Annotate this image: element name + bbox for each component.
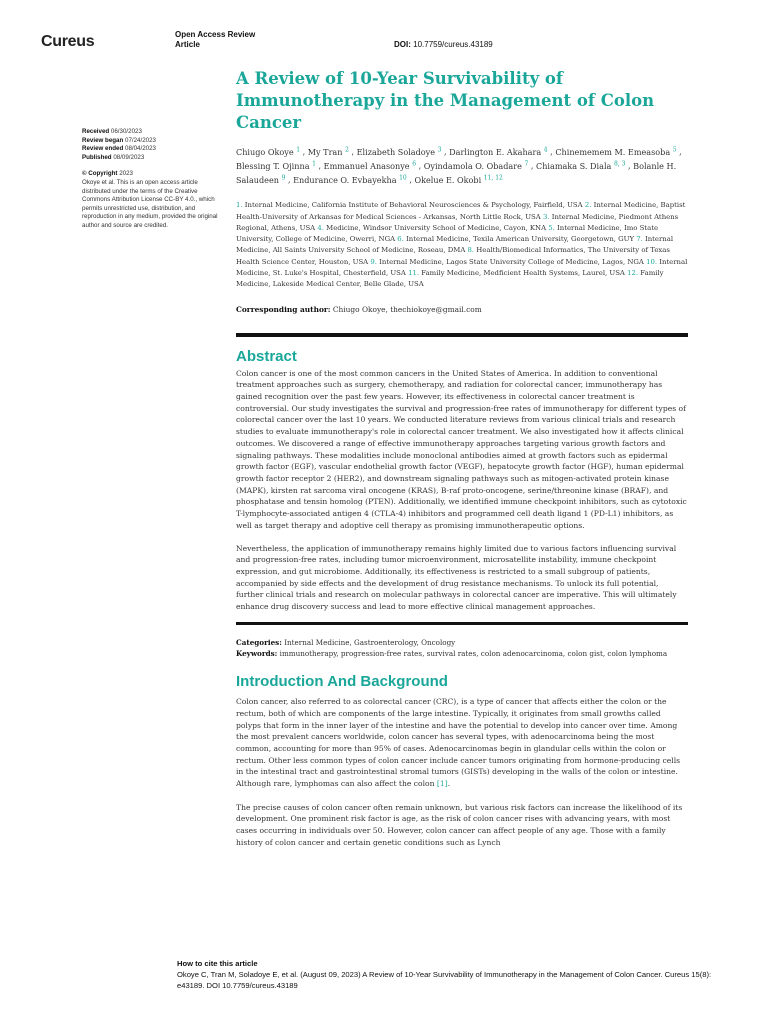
- author-name: Endurance O. Evbayekha: [293, 174, 397, 185]
- author: [236, 161, 316, 171]
- author: [293, 175, 407, 185]
- affiliation: [236, 201, 583, 209]
- affiliation-number: 3.: [542, 212, 550, 221]
- categories-row: [236, 637, 688, 648]
- author: [536, 161, 625, 171]
- author-name: Emmanuel Anasonye: [323, 160, 410, 171]
- license-text: Okoye et al. This is an open access article distributed under the terms of the Creative Commons Attribution License CC-BY 4.0., which permits unrestricted use, distribution, and reproduction in any medium, provided the original author and source are credited.: [82, 178, 218, 229]
- article-title: A Review of 10-Year Survivability of Immunotherapy in the Management of Colon Cancer: [236, 69, 655, 132]
- sidebar: [82, 128, 222, 231]
- affiliation: [317, 224, 546, 232]
- date-row: [82, 128, 222, 137]
- article-type-line2: Article: [175, 40, 200, 49]
- affiliation-text: Internal Medicine, St. Luke's Hospital, Chesterfield, USA: [236, 257, 688, 278]
- doi-label: DOI:: [394, 40, 411, 49]
- author-affiliation-ref[interactable]: 1: [296, 146, 301, 153]
- copyright-block: [82, 170, 222, 230]
- author-name: Chiamaka S. Diala: [536, 160, 612, 171]
- affiliation-number: 11.: [408, 269, 420, 278]
- date-row: [82, 145, 222, 154]
- corresponding-author: [236, 305, 688, 314]
- abstract-heading: Abstract: [236, 347, 297, 365]
- author: [424, 161, 529, 171]
- author-affiliation-ref[interactable]: 6: [412, 160, 417, 168]
- author-affiliation-ref[interactable]: 4: [543, 146, 548, 153]
- affiliation-number: 7.: [636, 235, 643, 244]
- author-name: My Tran: [307, 146, 343, 157]
- date-value: 08/04/2023: [125, 145, 156, 153]
- affiliation-text: Internal Medicine, Imo State University, College of Medicine, Owerri, NGA: [236, 223, 659, 244]
- affiliation-list: [236, 200, 688, 290]
- affiliation-text: Internal Medicine, Baptist Health-University of Arkansas for Medical Sciences - Arkansas, North Little Rock, USA: [236, 201, 686, 221]
- introduction-heading: Introduction And Background: [236, 673, 448, 691]
- article-type-line1: Open Access Review: [175, 30, 256, 39]
- keywords-label: Keywords:: [236, 648, 278, 658]
- affiliation-number: 1.: [236, 201, 243, 210]
- author-affiliation-ref[interactable]: 11, 12: [483, 174, 503, 182]
- affiliation-number: 9.: [370, 257, 377, 266]
- citation-link[interactable]: [1]: [436, 779, 448, 789]
- affiliation-number: 12.: [627, 269, 639, 278]
- author-name: Blessing T. Ojinna: [236, 160, 310, 171]
- corresponding-value: Chiugo Okoye, thechiokoye@gmail.com: [332, 304, 482, 314]
- date-row: [82, 137, 222, 146]
- author: [357, 147, 442, 157]
- author-affiliation-ref[interactable]: 5: [672, 146, 677, 153]
- author-affiliation-ref[interactable]: 1: [312, 160, 316, 168]
- author: [236, 147, 300, 157]
- date-label: Received: [82, 128, 110, 135]
- author-affiliation-ref[interactable]: 7: [524, 160, 529, 168]
- affiliation-text: Internal Medicine, California Institute of Behavioral Neurosciences & Psychology, Fairfield, USA: [244, 201, 583, 210]
- author-name: Elizabeth Soladoye: [356, 146, 436, 157]
- affiliation-number: 2.: [584, 201, 592, 210]
- date-label: Review began: [82, 136, 124, 144]
- copyright-year: 2023: [119, 170, 133, 178]
- journal-logo: Cureus: [41, 33, 95, 50]
- affiliation: [397, 235, 634, 243]
- affiliation-number: 6.: [397, 235, 404, 244]
- cite-heading: How to cite this article: [177, 959, 258, 968]
- author-name: Darlington E. Akahara: [449, 146, 542, 157]
- introduction-paragraph-2: The precise causes of colon cancer often remain unknown, but various risk factors can increase the likelihood of its development. One prominent risk factor is age, as the risk of colon cancer rises with advancing years, with most cases occurring in individuals over 50. However, colon cancer can affect people of any age. Those with a family history of colon cancer and certain genetic conditions such as Lynch: [236, 802, 683, 847]
- affiliation-text: Internal Medicine, All Saints University School of Medicine, Roseau, DMA: [236, 235, 674, 255]
- article-type: [175, 30, 255, 50]
- author-affiliation-ref[interactable]: 9: [281, 174, 286, 182]
- date-label: Review ended: [82, 145, 124, 153]
- abstract-paragraph-2: Nevertheless, the application of immunotherapy remains highly limited due to various factors influencing survival and progression-free rates, including tumor microenvironment, microsatellite instability, immune checkpoint expression, and gut microbiome. Additionally, its effectiveness is restricted to a small subgroup of patients, accompanied by side effects and the development of drug resistance mechanisms. To unlock its full potential, further clinical trials and research on molecular pathways in colorectal cancer are imperative. This will ultimately enhance drug discovery success and lead to more effective clinical management approaches.: [236, 543, 677, 612]
- doi: [394, 40, 493, 49]
- affiliation-number: 8.: [467, 246, 475, 255]
- author-affiliation-ref[interactable]: 10: [399, 174, 407, 182]
- affiliation-text: Internal Medicine, Piedmont Athens Regional, Athens, USA: [236, 212, 679, 232]
- author-name: Chinememem M. Emeasoba: [555, 146, 671, 157]
- author: [414, 175, 502, 185]
- date-value: 07/24/2023: [125, 136, 156, 144]
- abstract-bottom-rule: [236, 622, 688, 625]
- affiliation-number: 4.: [317, 223, 324, 232]
- keywords-row: [236, 648, 688, 659]
- introduction-paragraph-1: Colon cancer, also referred to as colorectal cancer (CRC), is a type of cancer that affects either the colon or the rectum, both of which are components of the large intestine. Typically, it originates from small growths called polyps that form in the inner layer of the intestine and have the potential to develop into cancer over time. Among the most prevalent cancers worldwide, colon cancer has several types, with adenocarcinoma being the most common, accounting for more than 95% of cases. Adenocarcinomas begin in glandular cells within the colon or rectum. Other less common types of colon cancer include cancer tumors originating from hormone-producing cells in the intestinal tract and gastrointestinal stromal tumors (GISTs) developing in the walls of the colon or intestine. Although rare, lymphomas can also affect the colon [1].: [236, 697, 681, 789]
- introduction-paragraph-1-text: Colon cancer, also referred to as colorectal cancer (CRC), is a type of cancer that affects either the colon or the rectum, both of which are components of the large intestine. Typically, it originates from small growths called polyps that form in the inner layer of the intestine and have the potential to develop into cancer over time. Among the most prevalent cancers worldwide, colon cancer has several types, with adenocarcinoma being the most common, accounting for more than 95% of cases. Adenocarcinomas begin in glandular cells within the colon or rectum. Other less common types of colon cancer include cancer tumors originating from hormone-producing cells in the intestinal tract and gastrointestinal stromal tumors (GISTs) developing in the walls of the colon or intestine. Although rare, lymphomas can also affect the colon: [236, 697, 681, 789]
- categories-label: Categories:: [236, 637, 282, 647]
- copyright-label: © Copyright: [82, 170, 118, 178]
- author-name: Bolanle H. Salaudeen: [236, 160, 677, 185]
- article-main: [236, 68, 688, 849]
- author: [449, 147, 547, 157]
- date-value: 06/30/2023: [110, 128, 142, 135]
- cite-text: Okoye C, Tran M, Soladoye E, et al. (August 09, 2023) A Review of 10-Year Survivability of Immunotherapy in the Management of Colon Cancer. Cureus 15(8): e43189. DOI 10.7759/cureus.43189: [177, 969, 712, 990]
- affiliation: [408, 269, 625, 277]
- author-affiliation-ref[interactable]: 3: [437, 146, 442, 153]
- publication-dates: [82, 128, 222, 162]
- affiliation-text: Family Medicine, Lakeside Medical Center, Belle Glade, USA: [236, 269, 664, 289]
- author-name: Okelue E. Okobi: [414, 174, 482, 185]
- affiliation-number: 10.: [646, 257, 658, 266]
- abstract-paragraph-1: Colon cancer is one of the most common cancers in the United States of America. In addition to conventional treatment approaches such as surgery, chemotherapy, and radiation for colorectal cancer, immunotherapy has gained recognition over the past few years. However, its effectiveness in colorectal cancer treatment is controversial. Our study investigates the survival and progression-free rates of immunotherapy for different types of colorectal cancer over the last 10 years. We conducted literature reviews from various clinical trials and research studies to evaluate immunotherapy's role in colorectal cancer treatment. We also investigated how it affects clinical outcomes. We discovered a range of effective immunotherapy approaches targeting various growth factors and signaling pathways. These modalities include monoclonal antibodies aimed at growth factors such as epidermal growth factor (EGF), vascular endothelial growth factor (VEGF), hepatocyte growth factor (HGF), human epidermal growth factor receptor 2 (HER2), and downstream signaling pathways such as mitogen-activated protein kinase (MAPK), kirsten rat sarcoma viral oncogene (KRAS), B-raf proto-oncogene, serine/threonine kinase (BRAF), and phosphatase and tensin homolog (PTEN). Additionally, we identified immune checkpoint inhibitors, such as cytotoxic T-lymphocyte-associated antigen 4 (CTLA-4) inhibitors and programmed cell death ligand 1 (PD-L1) inhibitors, as well as target therapy and adoptive cell therapy as promising immunotherapeutic options.: [236, 368, 687, 530]
- date-label: Published: [82, 153, 112, 161]
- keywords-value: immunotherapy, progression-free rates, survival rates, colon adenocarcinoma, colon gist, colon lymphoma: [279, 648, 668, 658]
- affiliation-text: Internal Medicine, Lagos State University College of Medicine, Lagos, NGA: [379, 257, 644, 266]
- affiliation-text: Internal Medicine, Texila American University, Georgetown, GUY: [406, 235, 635, 244]
- author-name: Chiugo Okoye: [236, 146, 294, 157]
- citation-footer: [177, 959, 737, 991]
- author-affiliation-ref[interactable]: 2: [345, 146, 349, 153]
- affiliation-text: Health/Biomedical Informatics, The University of Texas Health Science Center, Houston, USA: [236, 246, 670, 266]
- date-row: [82, 154, 222, 163]
- date-value: 08/09/2023: [113, 153, 145, 161]
- affiliation-text: Family Medicine, Medficient Health Systems, Laurel, USA: [421, 269, 625, 278]
- article-meta: [236, 637, 688, 659]
- abstract-top-rule: [236, 333, 688, 337]
- author: [324, 161, 416, 171]
- corresponding-label: Corresponding author:: [236, 304, 331, 314]
- affiliation: [370, 258, 644, 266]
- author-affiliation-ref[interactable]: 8, 3: [613, 160, 626, 168]
- author-name: Oyindamola O. Obadare: [423, 160, 522, 171]
- author: [555, 147, 676, 157]
- author: [308, 147, 349, 157]
- categories-value: Internal Medicine, Gastroenterology, Oncology: [284, 637, 456, 647]
- affiliation-number: 5.: [548, 223, 555, 232]
- author-list: Chiugo Okoye $^1$ , My Tran $^2$ , Elizabeth Soladoye $^3$ , Darlington E. Akahara $^4$ , Chinememem M. Emeasoba $^5$ , Blessing T. Ojinna $^1$ , Emmanuel Anasonye $^6$ , Oyindamola O. Obadare $^7$ , Chiamaka S. Diala $^{8, 3}$ , Bolanle H. Salaudeen $^9$ , Endurance O. Evbayekha $^{10}$ , Okelue E. Okobi $^{11, 12}$: [236, 146, 682, 185]
- affiliation-text: Medicine, Windsor University School of Medicine, Cayon, KNA: [326, 223, 547, 232]
- doi-link[interactable]: 10.7759/cureus.43189: [413, 40, 493, 49]
